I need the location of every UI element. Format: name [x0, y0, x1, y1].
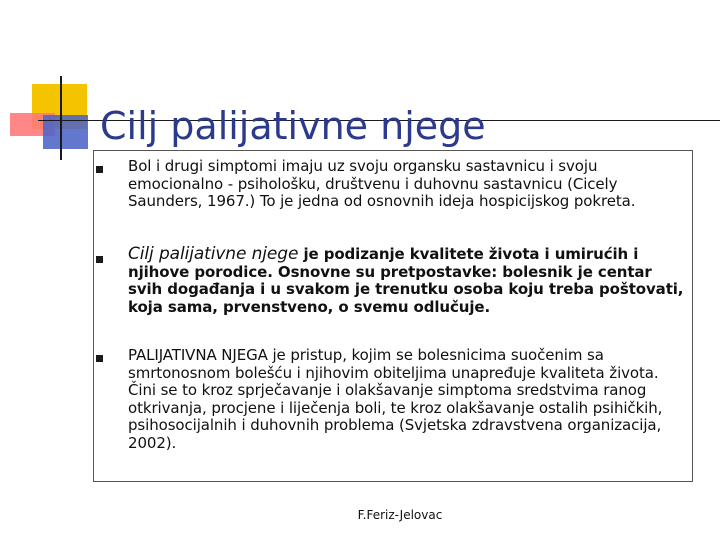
bullet-text [128, 246, 688, 316]
bullet-bold-text: je podizanje kvalitete života i umirućih i njihove porodice. Osnovne su pretpostavke: bolesnik je centar svih događanja i u svakom je trenutku osoba koju treba poštovati, koja sama, prvenstveno, o svemu odlučuje. [128, 245, 684, 316]
bullet-text: Bol i drugi simptomi imaju uz svoju organsku sastavnicu i svoju emocionalno - psihološku, društvenu i duhovnu sastavnicu (Cicely Saunders, 1967.) To je jedna od osnovnih ideja hospicijskog pokreta. [128, 157, 636, 211]
footer-author: F.Feriz-Jelovac [357, 508, 443, 522]
bullet-square-icon [96, 166, 103, 173]
bullet-square-icon [96, 355, 103, 362]
decor-vertical-line [60, 76, 62, 160]
bullet-italic-lead: Cilj palijativne njege [128, 244, 299, 264]
content-box [93, 150, 693, 482]
bullet-square-icon [96, 256, 103, 263]
bullet-text: PALIJATIVNA NJEGA je pristup, kojim se bolesnicima suočenim sa smrtonosnom bolešću i njihovim obiteljima unapređuje kvaliteta života. Čini se to kroz sprječavanje i olakšavanje simptoma sredstvima ranog otkrivanja, procjene i liječenja boli, te kroz olakšavanje ostalih psihičkih, psihosocijalnih i duhovnih problema (Svjetska zdravstvena organizacija, 2002). [128, 346, 663, 452]
slide-title: Cilj palijativne njege [100, 104, 486, 149]
